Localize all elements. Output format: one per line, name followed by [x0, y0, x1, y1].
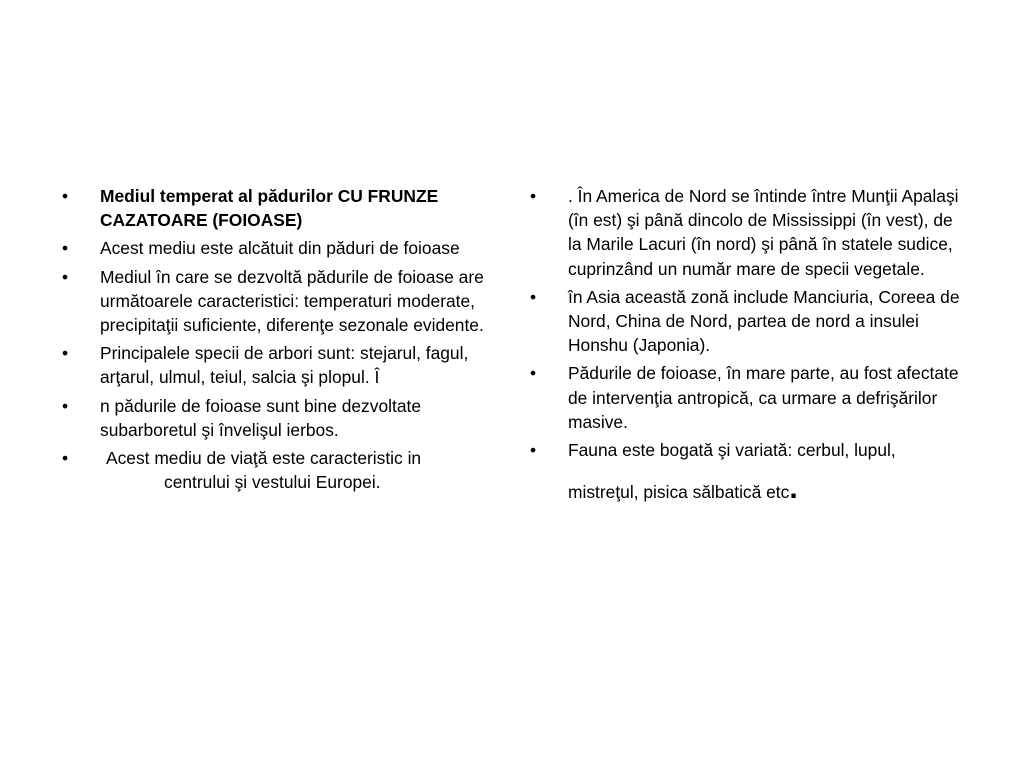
list-item-text: Pădurile de foioase, în mare parte, au fost afectate de intervenţia antropică, ca urmare a defrişărilor masive. — [568, 363, 959, 432]
list-item — [62, 184, 494, 232]
bullet-icon: • — [62, 343, 69, 364]
left-bullet-list — [62, 184, 494, 494]
list-item-text-line2: centrului şi vestului Europei. — [164, 472, 381, 493]
bullet-icon: • — [530, 363, 537, 384]
list-item-text: în Asia această zonă include Manciuria, Coreea de Nord, China de Nord, partea de nord a insulei Honshu (Japonia). — [568, 286, 960, 356]
list-item-text: Acest mediu este alcătuit din păduri de foioase — [100, 238, 460, 259]
list-item-text: n pădurile de foioase sunt bine dezvoltate subarboretul şi învelişul ierbos. — [100, 395, 421, 440]
list-item-text: Principalele specii de arbori sunt: stejarul, fagul, arţarul, ulmul, teiul, salcia şi plopul. Î — [100, 343, 469, 388]
bullet-icon: • — [62, 395, 69, 416]
list-item — [530, 438, 962, 504]
bullet-icon: • — [62, 238, 69, 259]
list-item-text-line2-body: mistreţul, pisica sălbatică etc — [568, 482, 790, 503]
list-item-text: . În America de Nord se întinde între Munţii Apalaşi (în est) şi până dincolo de Mississippi (în vest), de la Marile Lacuri (în nord) şi până în statele sudice, cuprinzând un număr mare de specii vegetale. — [568, 186, 959, 279]
right-column — [530, 184, 962, 508]
list-item — [62, 446, 494, 494]
list-item-text-line1: Fauna este bogată şi variată: cerbul, lupul, — [568, 440, 896, 461]
list-item — [62, 236, 494, 260]
list-item — [530, 285, 962, 358]
slide-heading: Mediul temperat al pădurilor CU FRUNZE CAZATOARE (FOIOASE) — [100, 186, 439, 231]
list-item-text-line1: Acest mediu de viaţă este caracteristic in — [106, 448, 422, 469]
list-item-text: Mediul în care se dezvoltă pădurile de foioase are următoarele caracteristici: temperaturi moderate, precipitaţii suficiente, diferenţe sezonale evidente. — [100, 266, 484, 336]
bullet-icon: • — [530, 186, 537, 206]
list-item-text-line2 — [568, 472, 962, 506]
bullet-icon: • — [62, 266, 69, 287]
right-bullet-list — [530, 184, 962, 504]
end-mark: . — [789, 472, 798, 506]
bullet-icon: • — [62, 448, 69, 469]
left-column — [62, 184, 494, 498]
bullet-icon: • — [530, 440, 537, 461]
list-item — [62, 265, 494, 338]
list-item — [530, 184, 962, 281]
bullet-icon: • — [530, 286, 537, 307]
list-item — [62, 341, 494, 389]
bullet-icon: • — [62, 186, 69, 206]
list-item — [530, 361, 962, 434]
list-item — [62, 394, 494, 442]
